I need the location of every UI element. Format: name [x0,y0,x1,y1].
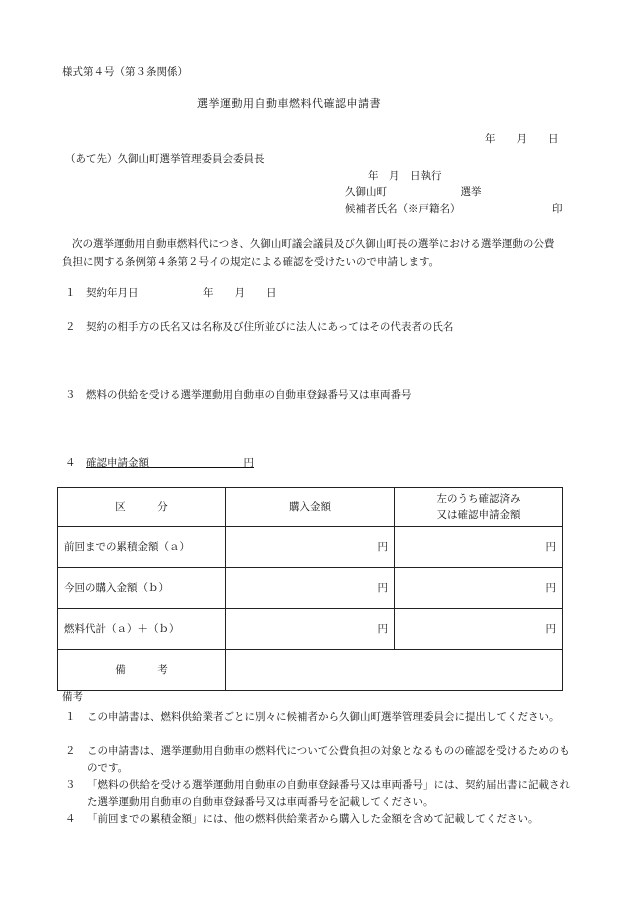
note-text: 「前回までの累積金額」には、他の燃料供給業者から購入した金額を含めて記載してください。 [87,813,539,825]
item-1-label: 契約年月日 [86,287,139,299]
note-item [65,811,570,845]
confirmed-amount-cell[interactable]: 円 [395,527,563,568]
table-row [58,527,563,568]
item-3-label: 燃料の供給を受ける選挙運動用自動車の自動車登録番号又は車両番号 [86,389,412,401]
row-label: 燃料代計（ａ）＋（ｂ） [58,609,226,650]
item-1-number: １ [65,287,76,299]
page-title: 選挙運動用自動車燃料代確認申請書 [197,97,381,110]
form-number: 様式第４号（第３条関係） [62,66,188,78]
header-confirmed-line-2: 又は確認申請金額 [436,509,521,521]
note-number: ３ [65,779,76,791]
purchase-amount-cell[interactable]: 円 [226,527,395,568]
note-number: ４ [65,813,76,825]
note-number: １ [65,711,76,723]
candidate-name-label: 候補者氏名（※戸籍名） [345,203,461,215]
item-1-date: 年 月 日 [203,287,277,299]
notes-heading: 備考 [62,691,83,703]
table-row [58,609,563,650]
header-confirmed-line-1: 左のうち確認済み [436,493,521,505]
table-header-row [58,488,563,527]
confirmed-amount-cell[interactable]: 円 [395,609,563,650]
header-category: 区 分 [58,488,226,527]
remarks-row [58,650,563,691]
item-2-number: ２ [65,321,76,333]
application-date: 年 月 日 [485,133,559,145]
note-text: この申請書は、選挙運動用自動車の燃料代について公費負担の対象となるものの確認を受けるためのものです。 [87,745,570,774]
body-text: 次の選挙運動用自動車燃料代につき、久御山町議会議員及び久御山町長の選挙における選挙運動の公費負担に関する条例第４条第２号イの規定による確認を受けたいので申請します。 [62,238,555,268]
purchase-amount-cell[interactable]: 円 [226,568,395,609]
remarks-label: 備 考 [58,650,226,691]
table-row [58,568,563,609]
item-4-label: 確認申請金額 円 [86,457,254,469]
header-confirmed-amount [395,488,563,527]
amount-table [57,487,563,691]
row-label: 今回の購入金額（ｂ） [58,568,226,609]
election-name: 久御山町 選挙 [345,186,482,198]
item-4-number: ４ [65,457,76,469]
item-2-label: 契約の相手方の氏名又は名称及び住所並びに法人にあってはその代表者の氏名 [86,321,454,333]
election-date: 年 月 日執行 [368,170,442,182]
header-purchase-amount: 購入金額 [226,488,395,527]
note-text: 「燃料の供給を受ける選挙運動用自動車の自動車登録番号又は車両番号」には、契約届出書に記載された選挙運動用自動車の自動車登録番号又は車両番号を記載してください。 [87,779,570,808]
purchase-amount-cell[interactable]: 円 [226,609,395,650]
seal-mark: 印 [552,203,563,215]
note-item [65,743,570,777]
remarks-cell[interactable] [226,650,563,691]
note-text: この申請書は、燃料供給業者ごとに別々に候補者から久御山町選挙管理委員会に提出してください。 [87,711,560,723]
row-label: 前回までの累積金額（ａ） [58,527,226,568]
addressee: （あて先）久御山町選挙管理委員会委員長 [65,153,265,165]
confirmed-amount-cell[interactable]: 円 [395,568,563,609]
note-item [65,777,570,811]
note-item [65,709,570,743]
note-number: ２ [65,745,76,757]
item-3-number: ３ [65,389,76,401]
